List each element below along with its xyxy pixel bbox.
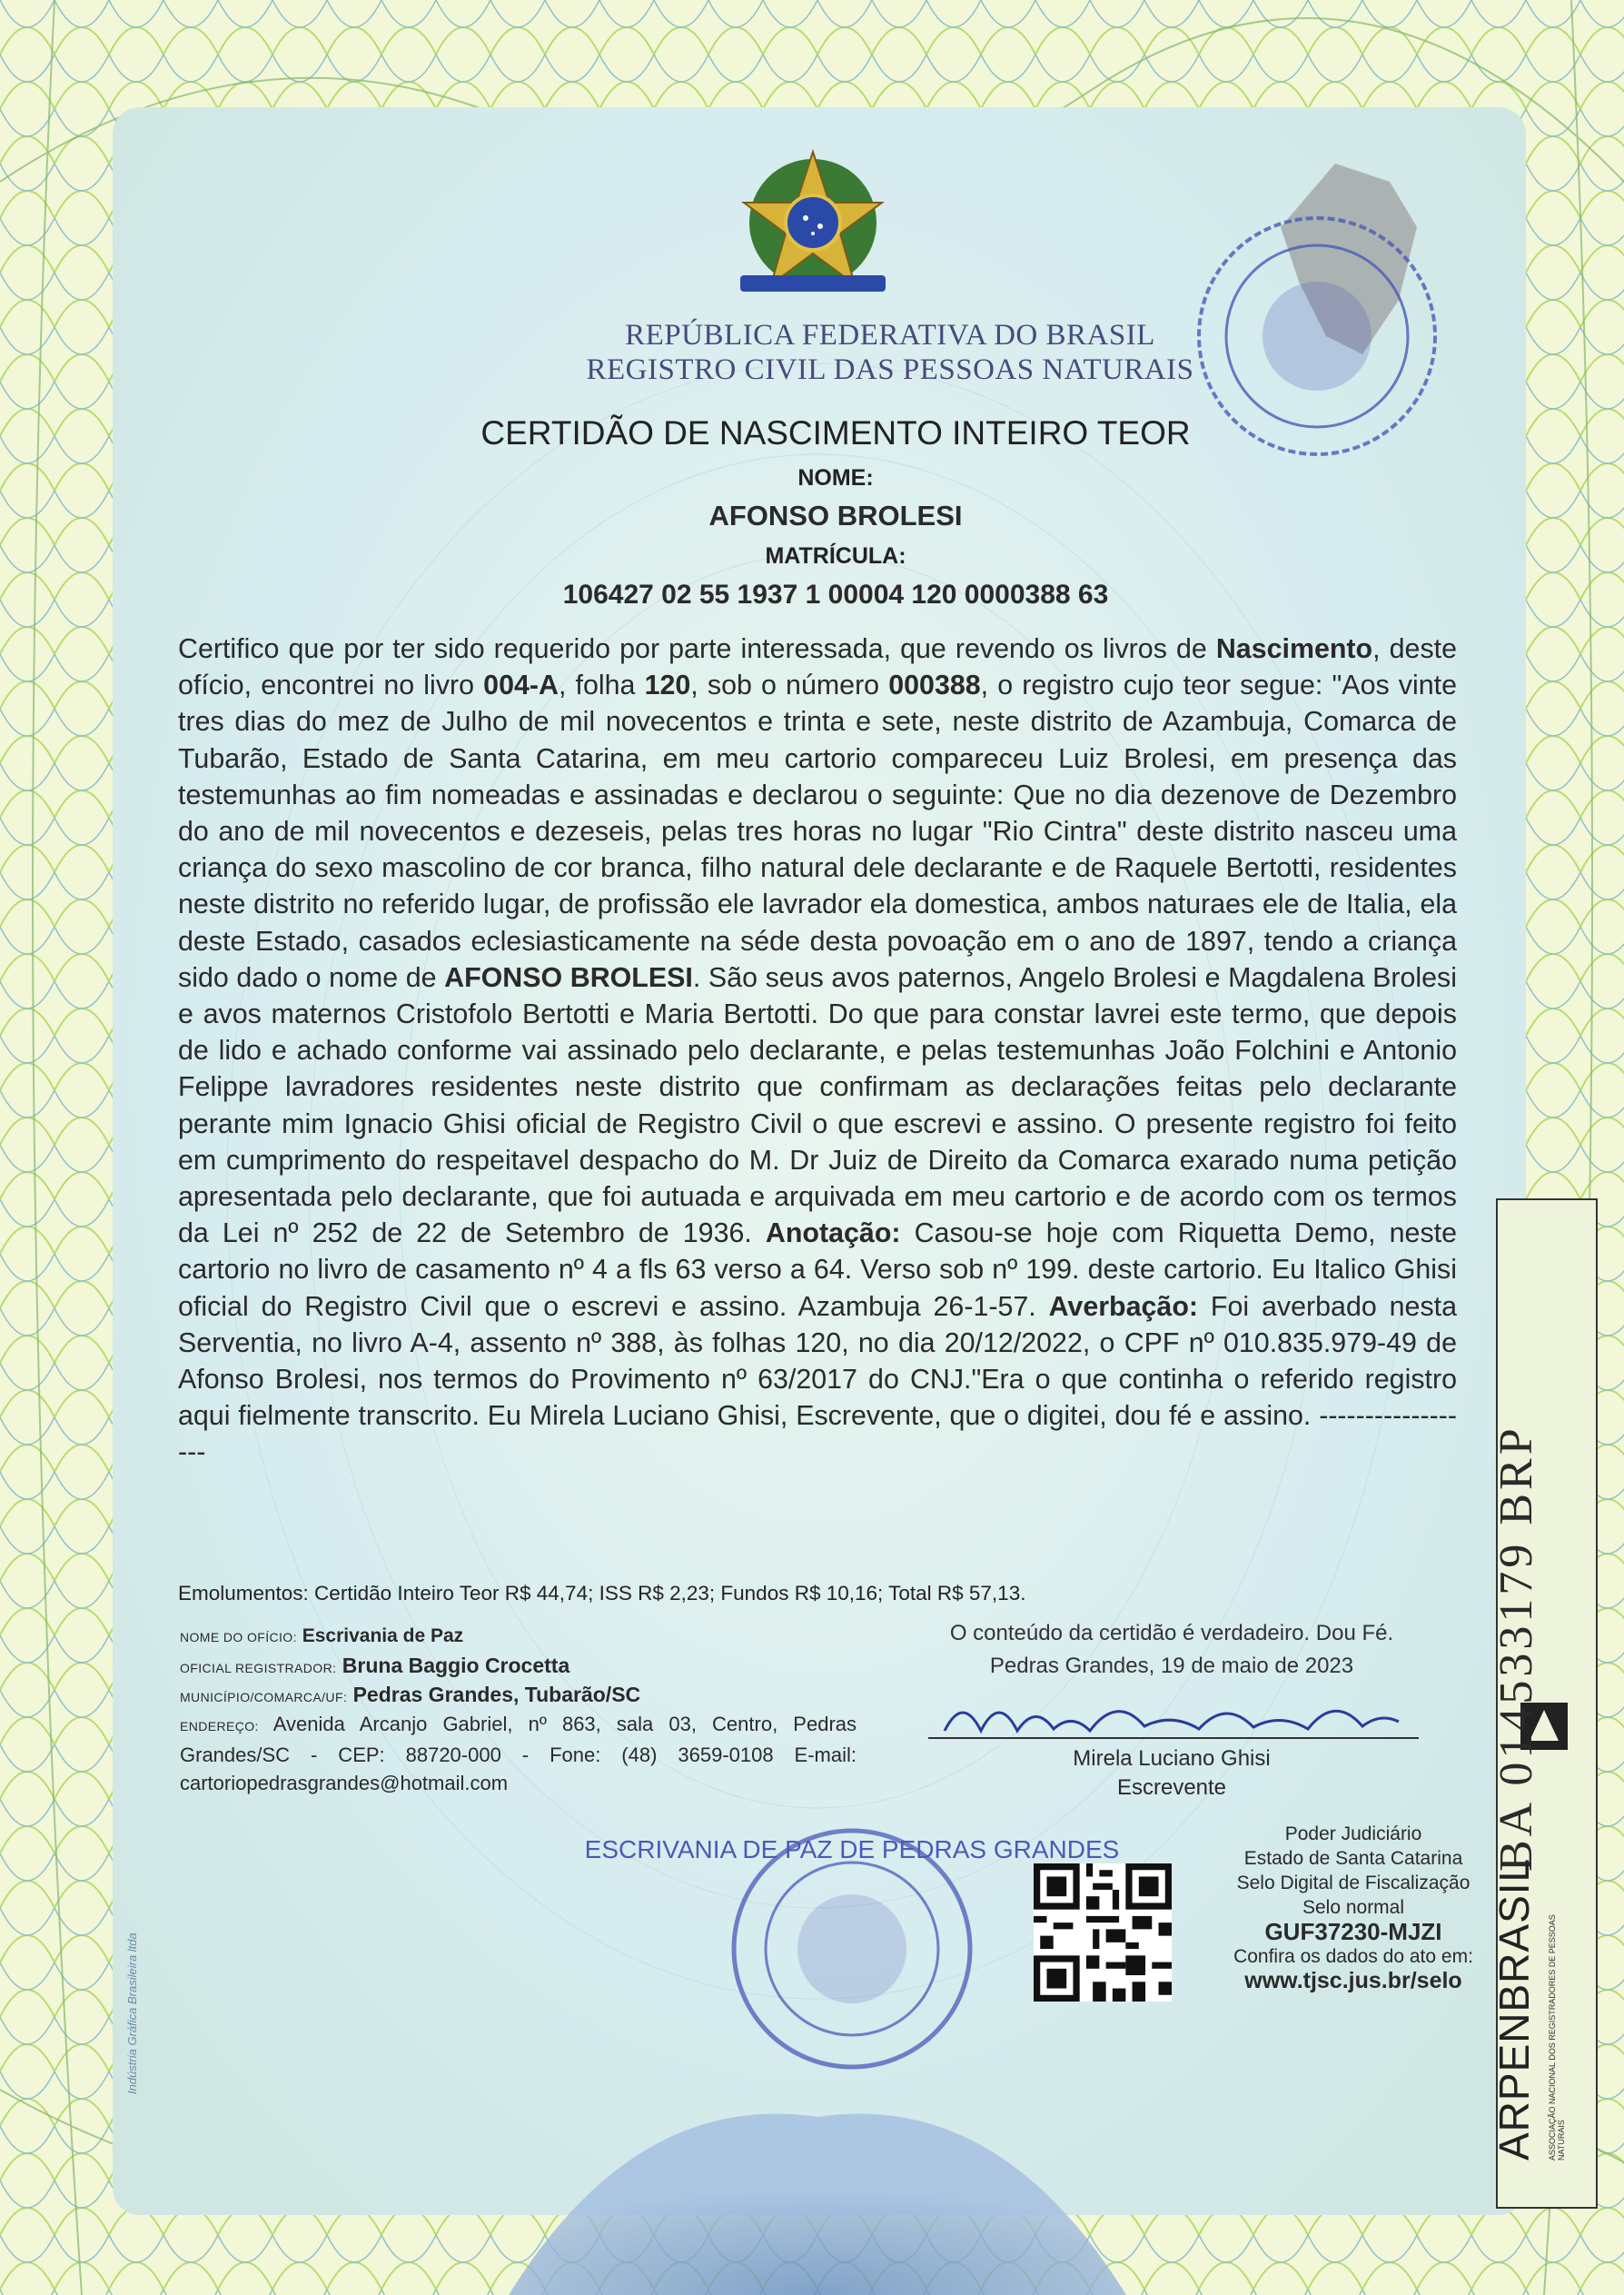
- body-bold-segment: AFONSO BROLESI: [444, 961, 693, 993]
- matricula-value: 106427 02 55 1937 1 00004 120 0000388 63: [562, 580, 1109, 610]
- body-bold-segment: Averbação:: [1048, 1290, 1199, 1322]
- body-segment: Foi averbado nesta Serventia, no livro A-4, assento nº 388, às folhas 120, no dia 20/12/2022, o CPF nº 010.835.979-49 de Afonso Brolesi, nos termos do Provimento nº 63/2017 do CNJ."Era o que continha o referido registro aqui fielmente transcrito. Eu Mirela Luciano Ghisi, Escrevente, que o digitei, dou fé e assino. ------------------: [178, 1290, 1457, 1468]
- signer-name: Mirela Luciano Ghisi: [1073, 1746, 1271, 1771]
- printer-credit: Indústria Gráfica Brasileira ltda: [125, 1932, 139, 2094]
- body-bold-segment: Nascimento: [1215, 633, 1373, 664]
- signer-block: [945, 1744, 1399, 1803]
- body-segment: Certifico que por ter sido requerido por parte interessada, que revendo os livros de: [178, 633, 1216, 664]
- paper-serial-number: BA 014533179 BRP: [1490, 1425, 1542, 1872]
- body-segment: , folha: [558, 670, 645, 701]
- emolumentos-line: Emolumentos: Certidão Inteiro Teor R$ 44,74; ISS R$ 2,23; Fundos R$ 10,16; Total R$ 57,13.: [178, 1582, 1026, 1605]
- matricula-label: MATRÍCULA:: [765, 543, 906, 569]
- address-row: [180, 1710, 857, 1797]
- body-segment: , o registro cujo teor segue: "Aos vinte tres dias do mez de Julho de mil novecentos e trinta e sete, neste distrito de Azambuja, Comarca de Tubarão, Estado de Santa Catarina, em meu cartorio compareceu Luiz Brolesi, em presença das testemunhas ao fim nomeadas e assinadas e declarou o seguinte: Que no dia dezenove de Dezembro do ano de mil novecentos e dezeseis, pelas tres horas no lugar "Rio Cintra" deste distrito nasceu uma criança do sexo mascolino de cor branca, filho natural dele declarante e de Raquele Bertotti, residentes neste distrito no referido lugar, de profissão ele lavrador ela domestica, ambos naturaes ele de Italia, ela deste Estado, casados eclesiasticamente na séde desta povoação em o ano de 1897, tendo a criança sido dado o nome de: [178, 670, 1457, 993]
- office-name-row: [180, 1623, 463, 1651]
- closing-place-date: Pedras Grandes, 19 de maio de 2023: [989, 1654, 1354, 1678]
- body-bold-segment: 120: [644, 670, 691, 701]
- office-name-label: NOME DO OFÍCIO:: [180, 1630, 297, 1644]
- signature-line: [928, 1737, 1419, 1739]
- handwritten-signature: [936, 1685, 1408, 1749]
- body-bold-segment: Anotação:: [765, 1217, 901, 1249]
- header-line-republica: REPÚBLICA FEDERATIVA DO BRASIL: [625, 319, 1155, 352]
- body-segment: , sob o número: [690, 670, 889, 701]
- selo-url-link[interactable]: www.tjsc.jus.br/selo: [1244, 1968, 1462, 1993]
- body-bold-segment: 004-A: [483, 670, 559, 701]
- selo-line-3: Selo Digital de Fiscalização: [1236, 1873, 1471, 1893]
- arpen-brand: ARPENBRASIL: [1490, 1857, 1538, 2161]
- arpen-logo: [1490, 1743, 1555, 2161]
- nome-label: NOME:: [797, 465, 874, 491]
- office-name-value: Escrivania de Paz: [302, 1625, 464, 1646]
- body-segment: Casou-se hoje com Riquetta Demo, neste cartorio no livro de casamento nº 4 a fls 63 verso a 64. Verso sob nº 199. deste cartorio. Eu Italico Ghisi oficial do Registro Civil que o escrevi e assino. Azambuja 26-1-57.: [178, 1217, 1457, 1322]
- certificate-body-text: [178, 631, 1457, 1471]
- nome-value: AFONSO BROLESI: [708, 500, 963, 532]
- registrar-value: Bruna Baggio Crocetta: [342, 1654, 570, 1677]
- address-value: Avenida Arcanjo Gabriel, nº 863, sala 03, Centro, Pedras Grandes/SC - CEP: 88720-000 - Fone: (48) 3659-0108 E-mail: cartoriopedrasgrandes@hotmail.com: [180, 1713, 857, 1794]
- body-segment: , deste ofício, encontrei no livro: [178, 633, 1457, 701]
- body-bold-segment: 000388: [888, 670, 981, 701]
- arpen-subtitle: ASSOCIAÇÃO NACIONAL DOS REGISTRADORES DE PESSOAS NATURAIS: [1548, 1914, 1566, 2161]
- municipality-row: [180, 1681, 640, 1711]
- selo-confira: Confira os dados do ato em:: [1233, 1946, 1473, 1967]
- selo-code: GUF37230-MJZI: [1264, 1918, 1442, 1945]
- qr-code-icon[interactable]: [1034, 1863, 1172, 2002]
- selo-line-1: Poder Judiciário: [1284, 1823, 1422, 1844]
- municipality-value: Pedras Grandes, Tubarão/SC: [352, 1683, 641, 1706]
- header: [454, 318, 1326, 387]
- seal-stamp-text: ESCRIVANIA DE PAZ DE PEDRAS GRANDES: [584, 1835, 1120, 1863]
- selo-line-4: Selo normal: [1302, 1897, 1405, 1918]
- selo-line-2: Estado de Santa Catarina: [1243, 1848, 1463, 1869]
- body-segment: . São seus avos paternos, Angelo Brolesi e Magdalena Brolesi e avos maternos Cristofolo Bertotti e Maria Bertotti. Do que para constar lavrei este termo, que depois de lido e achado conforme vai assinado pelo declarante, e pelas testemunhas João Folchini e Antonio Felippe lavradores residentes neste distrito que confirmam as declarações feitas pelo declarante perante mim Ignacio Ghisi oficial de Registro Civil o que escrevi e assino. O presente registro foi feito em cumprimento do respeitavel despacho do M. Dr Juiz de Direito da Comarca exarado numa petição apresentada pelo declarante, que foi autuada e arquivada em meu cartorio e de acordo com os termos da Lei nº 252 de 22 de Setembro de 1936.: [178, 961, 1457, 1249]
- registrar-label: OFICIAL REGISTRADOR:: [180, 1661, 337, 1675]
- signer-role: Escrevente: [1116, 1775, 1227, 1800]
- closing-statement: O conteúdo da certidão é verdadeiro. Dou Fé.: [949, 1621, 1394, 1645]
- closing-block: [890, 1617, 1453, 1683]
- municipality-label: MUNICÍPIO/COMARCA/UF:: [180, 1690, 348, 1704]
- header-line-registro: REGISTRO CIVIL DAS PESSOAS NATURAIS: [586, 353, 1194, 386]
- address-label: ENDEREÇO:: [180, 1719, 259, 1734]
- certificate-title: CERTIDÃO DE NASCIMENTO INTEIRO TEOR: [480, 414, 1191, 452]
- digital-seal-block: [1181, 1822, 1526, 1993]
- registrar-row: [180, 1652, 569, 1682]
